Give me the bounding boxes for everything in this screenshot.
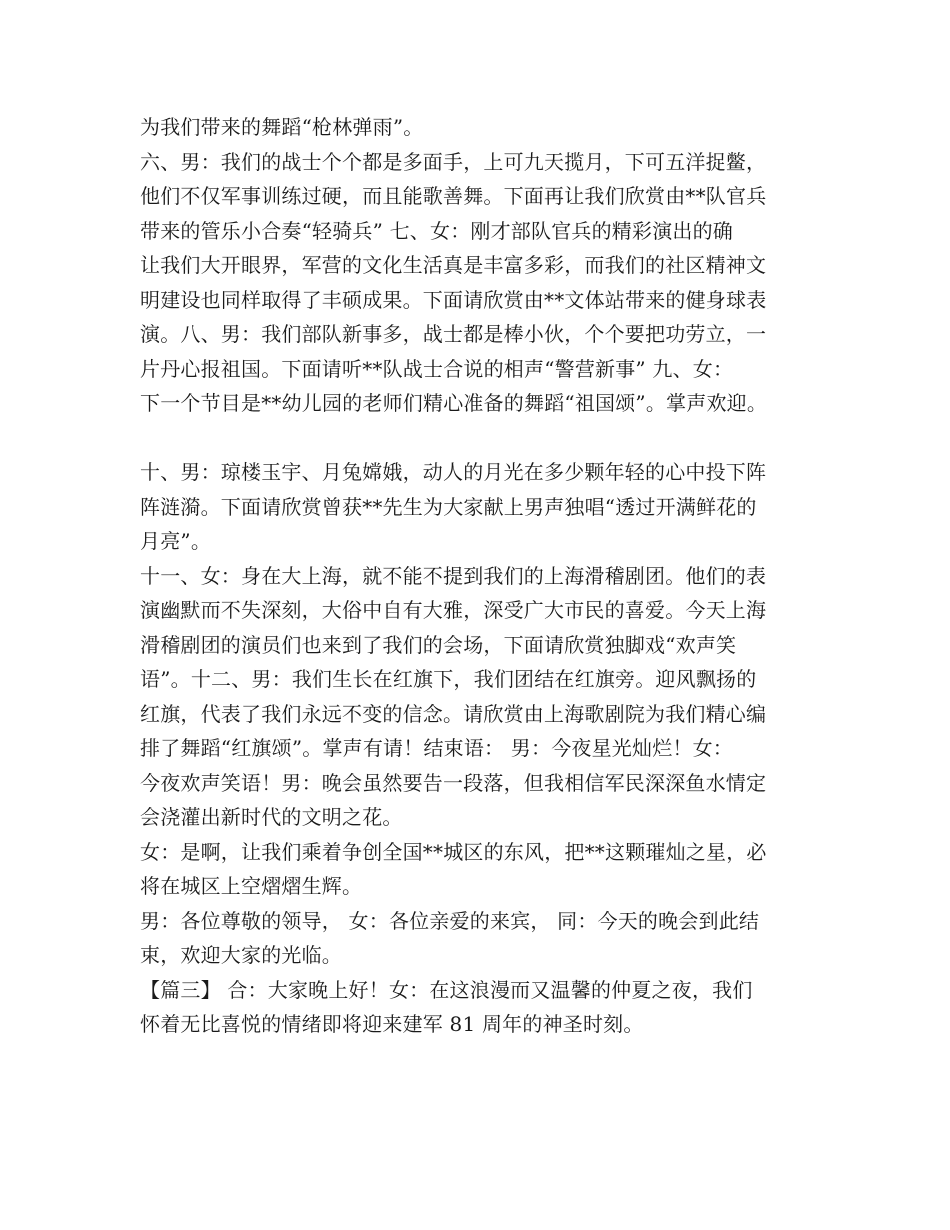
text-line: 下一个节目是**幼儿园的老师们精心准备的舞蹈“祖国颂”。掌声欢迎。: [140, 391, 768, 415]
document-body: [140, 110, 840, 1042]
text-line: 滑稽剧团的演员们也来到了我们的会场，下面请欣赏独脚戏“欢声笑: [140, 632, 737, 657]
text-line: 女：是啊，让我们乘着争创全国**城区的东风，把**这颗璀灿之星，必: [140, 839, 767, 864]
text-line: 束，欢迎大家的光临。: [140, 943, 342, 967]
text-line: 带来的管乐小合奏“轻骑兵” 七、女：刚才部队官兵的精彩演出的确: [140, 218, 734, 243]
text-line: 十一、女：身在大上海，就不能不提到我们的上海滑稽剧团。他们的表: [140, 563, 767, 588]
text-line: 明建设也同样取得了丰硕成果。下面请欣赏由**文体站带来的健身球表: [140, 287, 767, 312]
text-line: 语”。十二、男：我们生长在红旗下，我们团结在红旗旁。迎风飘扬的: [140, 667, 757, 691]
text-line: 男：各位尊敬的领导， 女：各位亲爱的来宾， 同：今天的晚会到此结: [140, 908, 760, 933]
text-line: 让我们大开眼界，军营的文化生活真是丰富多彩，而我们的社区精神文: [140, 253, 767, 277]
text-line: 他们不仅军事训练过硬，而且能歌善舞。下面再让我们欣赏由**队官兵: [140, 184, 767, 208]
text-line: 阵涟漪。下面请欣赏曾获**先生为大家献上男声独唱“透过开满鲜花的: [140, 494, 757, 519]
text-line: 演。八、男：我们部队新事多，战士都是棒小伙，个个要把功劳立，一: [140, 322, 767, 346]
text-line: 月亮”。: [140, 529, 212, 553]
text-line: 十、男：琼楼玉宇、月兔嫦娥，动人的月光在多少颗年轻的心中投下阵: [140, 460, 767, 484]
text-line: 排了舞蹈“红旗颂”。掌声有请！结束语： 男：今夜星光灿烂！女：: [140, 736, 734, 760]
text-line: 六、男：我们的战士个个都是多面手，上可九天揽月，下可五洋捉鳖，: [140, 149, 767, 174]
text-line: 演幽默而不失深刻，大俗中自有大雅，深受广大市民的喜爱。今天上海: [140, 598, 767, 622]
text-line: 【篇三】 合：大家晚上好！女：在这浪漫而又温馨的仲夏之夜，我们: [140, 977, 753, 1002]
text-line: 会浇灌出新时代的文明之花。: [140, 805, 403, 829]
text-line: 将在城区上空熠熠生辉。: [140, 874, 363, 898]
text-line: 红旗，代表了我们永远不变的信念。请欣赏由上海歌剧院为我们精心编: [140, 701, 767, 726]
text-line: 片丹心报祖国。下面请听**队战士合说的相声“警营新事” 九、女：: [140, 356, 734, 381]
blank-line: [140, 421, 840, 456]
text-line: 为我们带来的舞蹈“枪林弹雨”。: [140, 115, 424, 139]
text-line: 今夜欢声笑语！男：晚会虽然要告一段落，但我相信军民深深鱼水情定: [140, 770, 767, 795]
text-line: 怀着无比喜悦的情绪即将迎来建军 81 周年的神圣时刻。: [140, 1012, 644, 1036]
